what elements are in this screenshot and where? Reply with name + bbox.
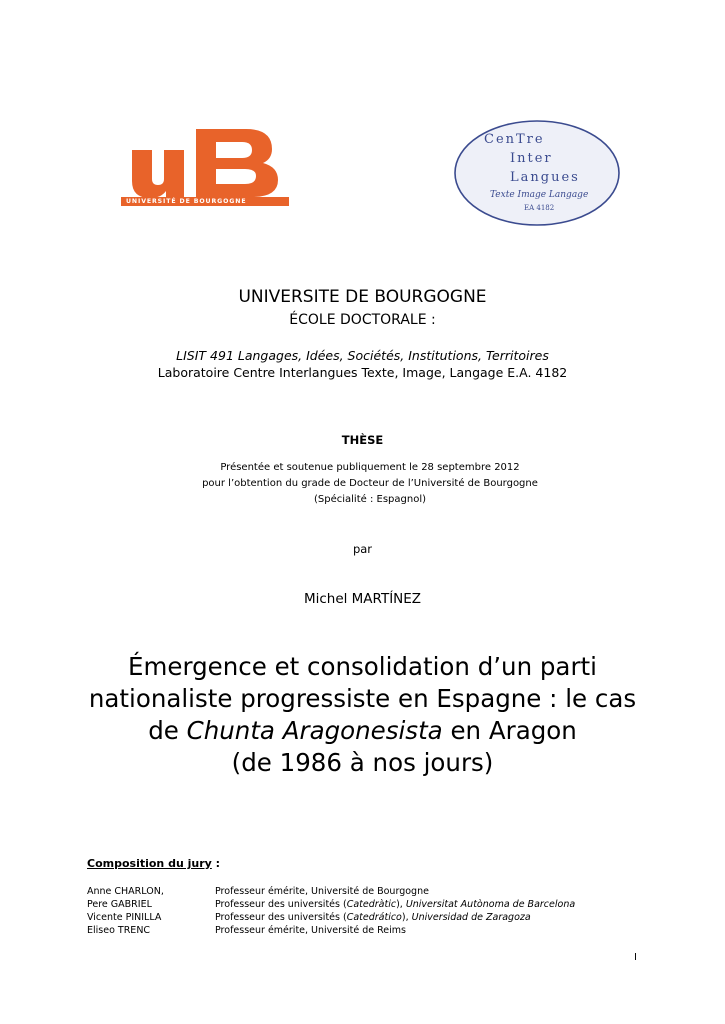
title-line-3-pre: de <box>148 716 187 745</box>
jury-role-text: Professeur des universités ( <box>215 912 347 923</box>
jury-role-sep: ), <box>396 899 406 910</box>
jury-role-institution: Universidad de Zaragoza <box>411 912 531 923</box>
jury-member-name: Pere GABRIEL <box>87 899 152 910</box>
universite-de-bourgogne-logo <box>118 125 290 211</box>
jury-role-text: Professeur émérite, Université de Bourgogne <box>215 886 429 897</box>
til-subtitle: Texte Image Langage <box>490 190 589 200</box>
jury-heading-colon: : <box>211 857 221 870</box>
ub-logo-caption: UNIVERSITÉ DE BOURGOGNE <box>126 198 247 205</box>
jury-member-row <box>0 886 725 899</box>
title-line-1: Émergence et consolidation d’un parti <box>128 652 597 681</box>
page-number: I <box>634 952 637 963</box>
thesis-title <box>0 651 725 779</box>
title-line-3-post: en Aragon <box>442 716 577 745</box>
ub-logo-caption-bar <box>121 197 289 206</box>
degree-line: pour l’obtention du grade de Docteur de l’Université de Bourgogne <box>202 478 538 489</box>
jury-member-name: Eliseo TRENC <box>87 925 151 936</box>
centre-interlangues-logo <box>452 118 622 228</box>
doctoral-school-name: LISIT 491 Langages, Idées, Sociétés, Institutions, Territoires <box>176 348 549 363</box>
jury-heading <box>87 857 220 870</box>
til-line-inter: Inter <box>510 151 553 166</box>
jury-member-name: Anne CHARLON, <box>87 886 164 897</box>
jury-member-row <box>0 899 725 912</box>
jury-member-row <box>0 925 725 938</box>
jury-member-role <box>215 925 406 936</box>
by-label: par <box>352 542 373 556</box>
jury-member-name: Vicente PINILLA <box>87 912 162 923</box>
university-name: UNIVERSITE DE BOURGOGNE <box>238 287 487 307</box>
til-line-centre: CenTre <box>484 132 545 147</box>
jury-member-role <box>215 912 531 923</box>
jury-role-sep: ), <box>401 912 412 923</box>
til-line-langues: Langues <box>510 170 580 185</box>
author-name: Michel MARTÍNEZ <box>303 591 422 607</box>
title-line-4: (de 1986 à nos jours) <box>231 748 494 777</box>
specialty-line: (Spécialité : Espagnol) <box>314 494 426 505</box>
jury-member-role <box>215 899 575 910</box>
doctoral-school-label: ÉCOLE DOCTORALE : <box>289 312 436 328</box>
til-code: EA 4182 <box>524 204 555 212</box>
party-name: Chunta Aragonesista <box>186 716 443 745</box>
presentation-line: Présentée et soutenue publiquement le 28 septembre 2012 <box>220 462 520 473</box>
jury-member-role <box>215 886 429 897</box>
jury-role-title: Catedràtic <box>346 899 397 910</box>
title-line-3 <box>0 715 725 747</box>
thesis-label: THÈSE <box>341 433 384 447</box>
jury-role-text: Professeur émérite, Université de Reims <box>215 925 406 936</box>
ub-logo-mark <box>118 125 290 199</box>
jury-role-text: Professeur des universités ( <box>215 899 347 910</box>
jury-role-institution: Universitat Autònoma de Barcelona <box>405 899 576 910</box>
jury-role-title: Catedrático <box>346 912 402 923</box>
jury-member-row <box>0 912 725 925</box>
title-line-2: nationaliste progressiste en Espagne : le cas <box>88 684 637 713</box>
laboratory-name: Laboratoire Centre Interlangues Texte, Image, Langage E.A. 4182 <box>157 365 568 380</box>
jury-heading-text: Composition du jury <box>87 857 212 870</box>
